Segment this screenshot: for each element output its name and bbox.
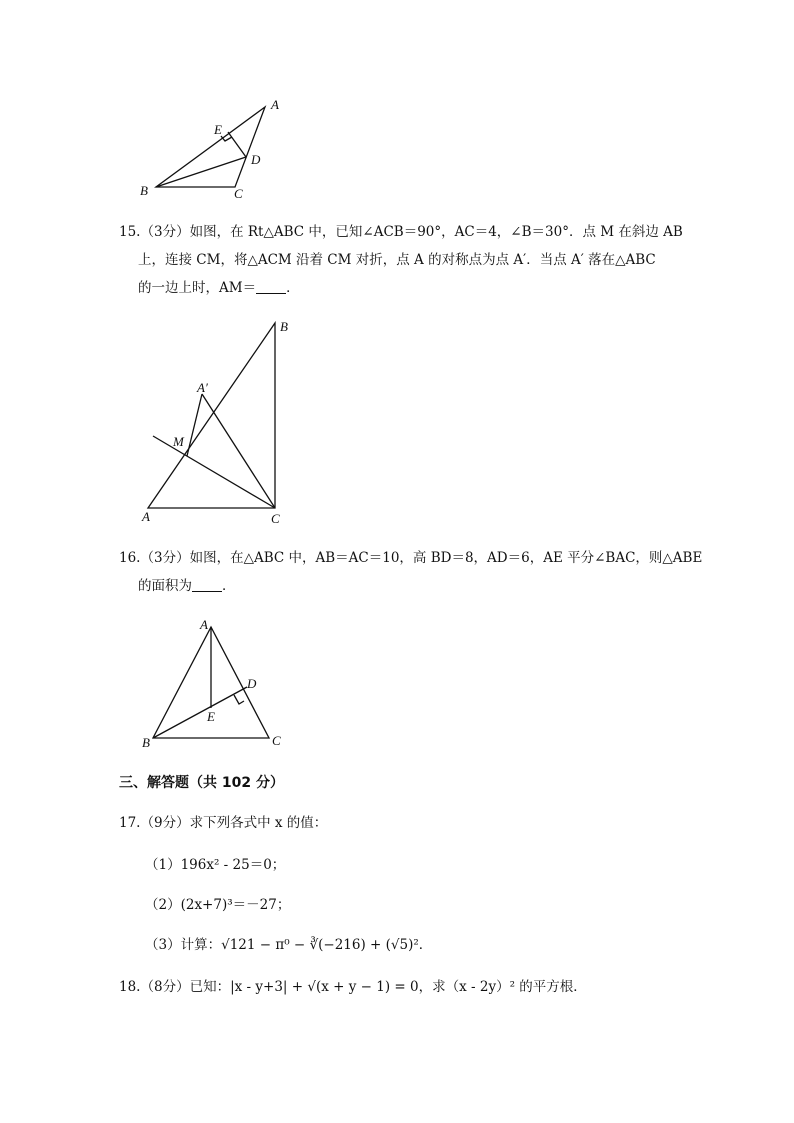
- segment-a-prime-c: [202, 394, 275, 508]
- label-e: E: [207, 709, 215, 724]
- segment-a-prime-m: [187, 394, 202, 456]
- figure-q15: [135, 315, 315, 530]
- q17-part3-end: ．: [418, 937, 433, 953]
- section-heading: 三、解答题（共 102 分）: [119, 775, 284, 791]
- q15-line2: 上，连接 CM，将△ACM 沿着 CM 对折，点 A 的对称点为点 A′．当点 A′ 落在△ABC: [138, 252, 656, 268]
- label-c: C: [272, 733, 281, 748]
- q17-number: 17.: [119, 815, 141, 831]
- label-m: M: [173, 434, 184, 449]
- q16-end: ．: [222, 578, 236, 594]
- triangle-diagram-q15: [135, 315, 315, 530]
- q15-text-1: （3分）如图，在 Rt△ABC 中，已知∠ACB＝90°，AC＝4，∠B＝30°．点 M 在斜边 AB: [140, 224, 683, 240]
- q16-line1: [119, 548, 702, 568]
- label-a: A: [200, 617, 208, 632]
- q15-number: 15.: [119, 224, 141, 240]
- triangle-diagram-q14: [130, 95, 290, 205]
- q18-line: [119, 977, 587, 997]
- segment-de: [228, 132, 246, 157]
- q16-text-1: （3分）如图，在△ABC 中，AB＝AC＝10，高 BD＝8，AD＝6，AE 平分∠BAC，则△ABE: [140, 550, 703, 566]
- q18-text-b: ，求（x - 2y）² 的平方根．: [418, 979, 587, 995]
- figure-q16: [138, 615, 298, 755]
- q16-number: 16.: [119, 550, 141, 566]
- figure-q14: [130, 95, 290, 205]
- q15-line1: [119, 222, 683, 242]
- q15-text-3: 的一边上时，AM＝: [138, 280, 257, 296]
- label-e: E: [214, 122, 222, 137]
- answer-blank: [192, 577, 222, 592]
- right-angle-mark: [234, 695, 244, 704]
- q15-end: ．: [286, 280, 300, 296]
- label-d: D: [247, 676, 257, 691]
- q16-text-2: 的面积为: [138, 578, 192, 594]
- q17-part1: （1）196x² - 25＝0；: [145, 857, 286, 873]
- segment-bd: [156, 157, 246, 187]
- segment-bd: [153, 687, 247, 738]
- label-c: C: [234, 186, 243, 201]
- line-cm-extended: [153, 436, 275, 508]
- q17-part3: [145, 935, 432, 955]
- q18-number: 18.: [119, 979, 141, 995]
- q15-line3: [138, 278, 300, 298]
- q17-part3-label: （3）计算：: [145, 937, 222, 953]
- label-c: C: [271, 511, 280, 526]
- label-b: B: [142, 735, 150, 750]
- q18-expression: |x - y+3| + √(x + y − 1) = 0: [230, 979, 419, 995]
- triangle-abc: [156, 107, 265, 187]
- triangle-abc: [148, 323, 275, 508]
- q17-text: （9分）求下列各式中 x 的值：: [140, 815, 328, 831]
- label-b: B: [280, 319, 288, 334]
- q16-line2: [138, 576, 236, 596]
- right-angle-mark: [221, 136, 232, 141]
- label-a-prime: A′: [197, 380, 208, 395]
- q17-part2: （2）(2x+7)³＝－27；: [145, 897, 291, 913]
- q17-stem: [119, 813, 327, 833]
- triangle-diagram-q16: [138, 615, 298, 755]
- label-d: D: [251, 152, 261, 167]
- label-a: A: [271, 97, 279, 112]
- label-b: B: [140, 183, 148, 198]
- q18-text-a: （8分）已知：: [140, 979, 231, 995]
- q17-part3-expression: √121 − π⁰ − ∛(−216) + (√5)²: [221, 937, 419, 953]
- answer-blank: [256, 279, 286, 294]
- label-a: A: [142, 509, 150, 524]
